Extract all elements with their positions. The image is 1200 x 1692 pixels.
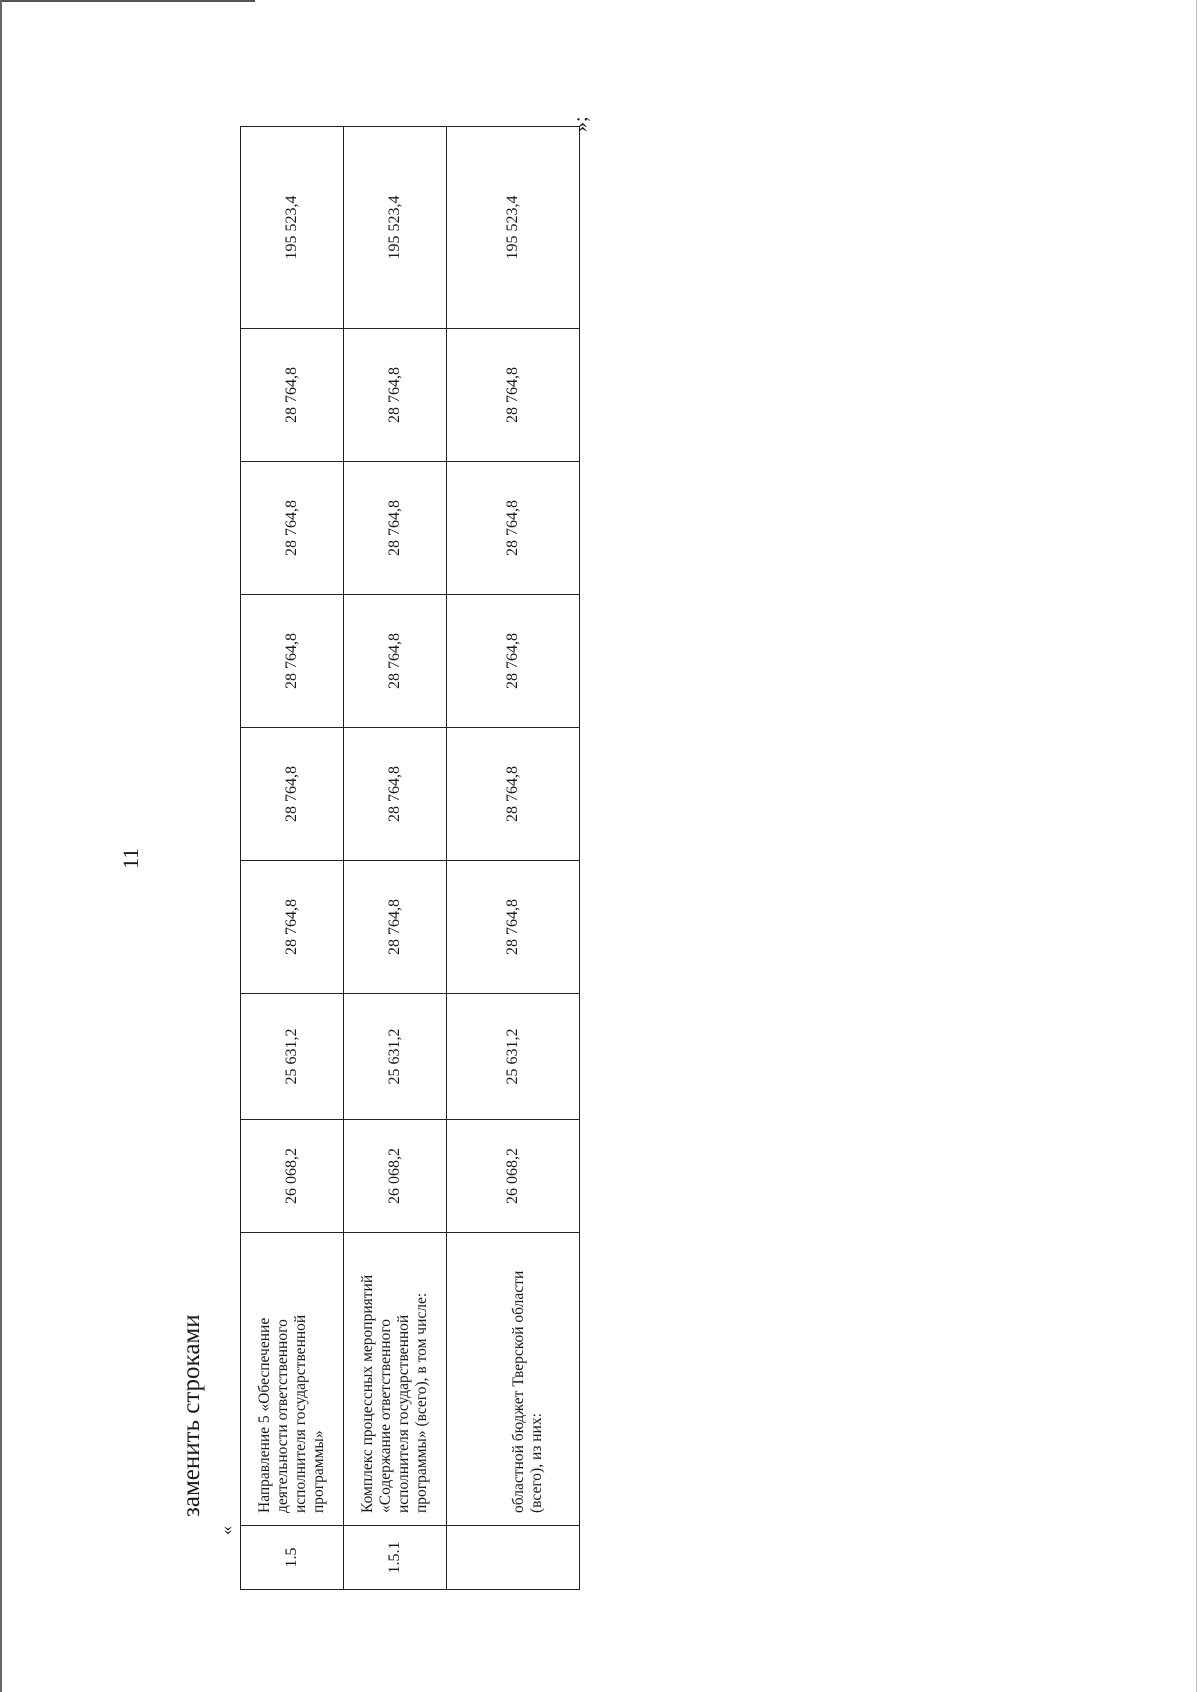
table-cell: 28 764,8 <box>447 728 580 861</box>
table-cell: 25 631,2 <box>241 994 344 1120</box>
table-cell: 28 764,8 <box>241 462 344 595</box>
table-cell: 28 764,8 <box>344 595 447 728</box>
table-cell: 28 764,8 <box>344 329 447 462</box>
intro-text: заменить строками <box>178 1314 205 1517</box>
table-cell-total: 195 523,4 <box>241 127 344 329</box>
table-row <box>241 127 344 1590</box>
table-cell: 28 764,8 <box>447 595 580 728</box>
page-number: 11 <box>118 847 143 869</box>
table-cell: 28 764,8 <box>241 595 344 728</box>
table-row <box>447 127 580 1590</box>
table-cell: 28 764,8 <box>241 861 344 994</box>
row-code <box>447 1526 580 1590</box>
table-cell: 28 764,8 <box>344 462 447 595</box>
table-cell-total: 195 523,4 <box>344 127 447 329</box>
table-cell: 28 764,8 <box>344 861 447 994</box>
table-cell: 28 764,8 <box>447 329 580 462</box>
close-quote: »; <box>570 116 592 132</box>
table-cell: 26 068,2 <box>447 1120 580 1233</box>
table-cell: 25 631,2 <box>344 994 447 1120</box>
table-cell-total: 195 523,4 <box>447 127 580 329</box>
row-name: областной бюджет Тверской области (всего), из них: <box>447 1233 580 1526</box>
table-cell: 28 764,8 <box>447 462 580 595</box>
table-cell: 28 764,8 <box>447 861 580 994</box>
table-cell: 28 764,8 <box>344 728 447 861</box>
row-code: 1.5.1 <box>344 1526 447 1590</box>
table-cell: 28 764,8 <box>241 329 344 462</box>
budget-table <box>240 126 580 1590</box>
row-code: 1.5 <box>241 1526 344 1590</box>
table-row <box>344 127 447 1590</box>
open-quote: « <box>216 1526 236 1535</box>
table-cell: 25 631,2 <box>447 994 580 1120</box>
row-name: Направление 5 «Обеспечение деятельности ответственного исполнителя государственной программы» <box>241 1233 344 1526</box>
table-cell: 26 068,2 <box>241 1120 344 1233</box>
row-name: Комплекс процессных мероприятий «Содержание ответственного исполнителя государственной программы» (всего), в том числе: <box>344 1233 447 1526</box>
table-cell: 26 068,2 <box>344 1120 447 1233</box>
table-cell: 28 764,8 <box>241 728 344 861</box>
